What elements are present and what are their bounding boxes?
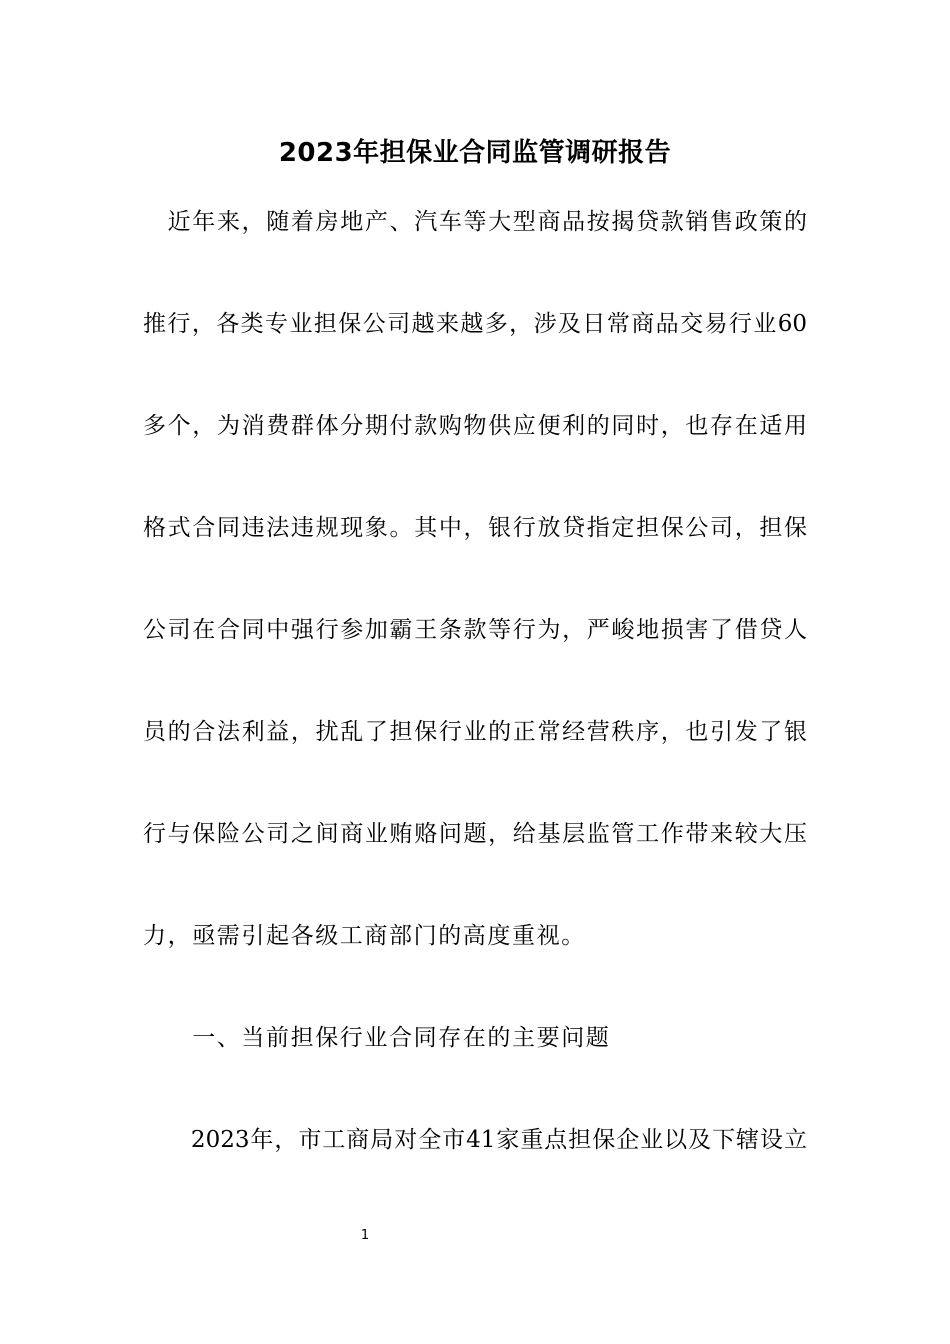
- paragraph-line: 推行，各类专业担保公司越来越多，涉及日常商品交易行业60: [143, 311, 807, 337]
- paragraph-line: 近年来，随着房地产、汽车等大型商品按揭贷款销售政策的: [143, 209, 807, 235]
- page-number: 1: [360, 1228, 370, 1243]
- paragraph-line: 多个，为消费群体分期付款购物供应便利的同时，也存在适用: [143, 413, 807, 439]
- paragraph-line: 2023年，市工商局对全市41家重点担保企业以及下辖设立: [143, 1127, 807, 1153]
- paragraph-line: 行与保险公司之间商业贿赂问题，给基层监管工作带来较大压: [143, 821, 807, 847]
- paragraph-line: 公司在合同中强行参加霸王条款等行为，严峻地损害了借贷人: [143, 617, 807, 643]
- document-title: 2023年担保业合同监管调研报告: [278, 138, 672, 168]
- section-heading: 一、当前担保行业合同存在的主要问题: [143, 1025, 611, 1051]
- paragraph-line: 力，亟需引起各级工商部门的高度重视。: [143, 923, 586, 949]
- paragraph-line: 格式合同违法违规现象。其中，银行放贷指定担保公司，担保: [143, 515, 807, 541]
- paragraph-line: 员的合法利益，扰乱了担保行业的正常经营秩序，也引发了银: [143, 719, 807, 745]
